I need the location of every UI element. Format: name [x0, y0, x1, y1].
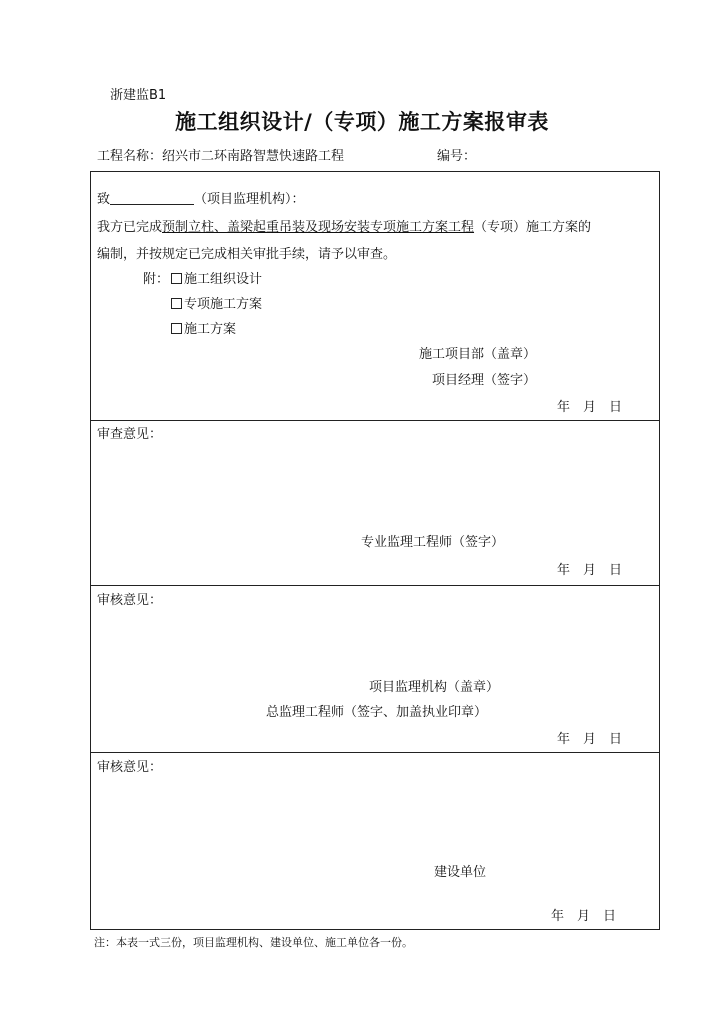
attachment-label-2: 专项施工方案: [184, 297, 263, 312]
body-line-1-pre: 我方已完成: [97, 220, 163, 235]
body-line-2: 编制，并按规定已完成相关审批手续，请予以审查。: [97, 247, 397, 262]
addressee-suffix: （项目监理机构）：: [194, 192, 305, 207]
project-manager-sign: 项目经理（签字）: [432, 373, 537, 388]
body-line-1: [97, 216, 591, 235]
addressee-line: [97, 188, 305, 207]
project-label: 工程名称：: [97, 149, 163, 164]
attachment-label-1: 施工组织设计: [184, 272, 263, 287]
review-section: [91, 421, 659, 586]
review-opinion-label: 审查意见：: [97, 427, 163, 442]
number-label: 编号：: [437, 149, 477, 164]
attachment-checkbox-2[interactable]: [171, 293, 262, 312]
date-1: 年 月 日: [557, 400, 623, 415]
addressee-prefix: 致: [97, 192, 111, 207]
form-table: [90, 171, 660, 930]
owner-audit-section: [91, 753, 659, 929]
project-name-line: [97, 145, 344, 164]
page-title: 施工组织设计/（专项）施工方案报审表: [175, 110, 549, 134]
date-3: 年 月 日: [557, 732, 623, 747]
chief-engineer-sign: 总监理工程师（签字、加盖执业印章）: [266, 705, 488, 720]
plan-name: 预制立柱、盖梁起重吊装及现场安装专项施工方案工程: [162, 220, 475, 235]
attachment-checkbox-3[interactable]: [171, 318, 236, 337]
attachment-label-3: 施工方案: [184, 322, 237, 337]
addressee-blank: [110, 192, 194, 205]
audit-section: [91, 586, 659, 753]
audit-opinion-label: 审核意见：: [97, 593, 163, 608]
attachment-label: 附：: [143, 272, 170, 287]
construction-unit: 建设单位: [434, 865, 487, 880]
footnote: 注：本表一式三份，项目监理机构、建设单位、施工单位各一份。: [94, 936, 413, 949]
supervision-org-seal: 项目监理机构（盖章）: [369, 680, 500, 695]
checkbox-icon: [171, 323, 182, 334]
checkbox-icon: [171, 298, 182, 309]
date-4: 年 月 日: [551, 909, 617, 924]
project-name: 绍兴市二环南路智慧快速路工程: [162, 149, 345, 164]
checkbox-icon: [171, 273, 182, 284]
body-line-1-post: （专项）施工方案的: [474, 220, 592, 235]
submission-section: [91, 172, 659, 421]
owner-audit-label: 审核意见：: [97, 760, 163, 775]
date-2: 年 月 日: [557, 563, 623, 578]
construction-dept-seal: 施工项目部（盖章）: [419, 347, 537, 362]
form-code: 浙建监B1: [110, 88, 167, 103]
attachment-checkbox-1[interactable]: [171, 268, 262, 287]
specialist-engineer-sign: 专业监理工程师（签字）: [361, 535, 505, 550]
